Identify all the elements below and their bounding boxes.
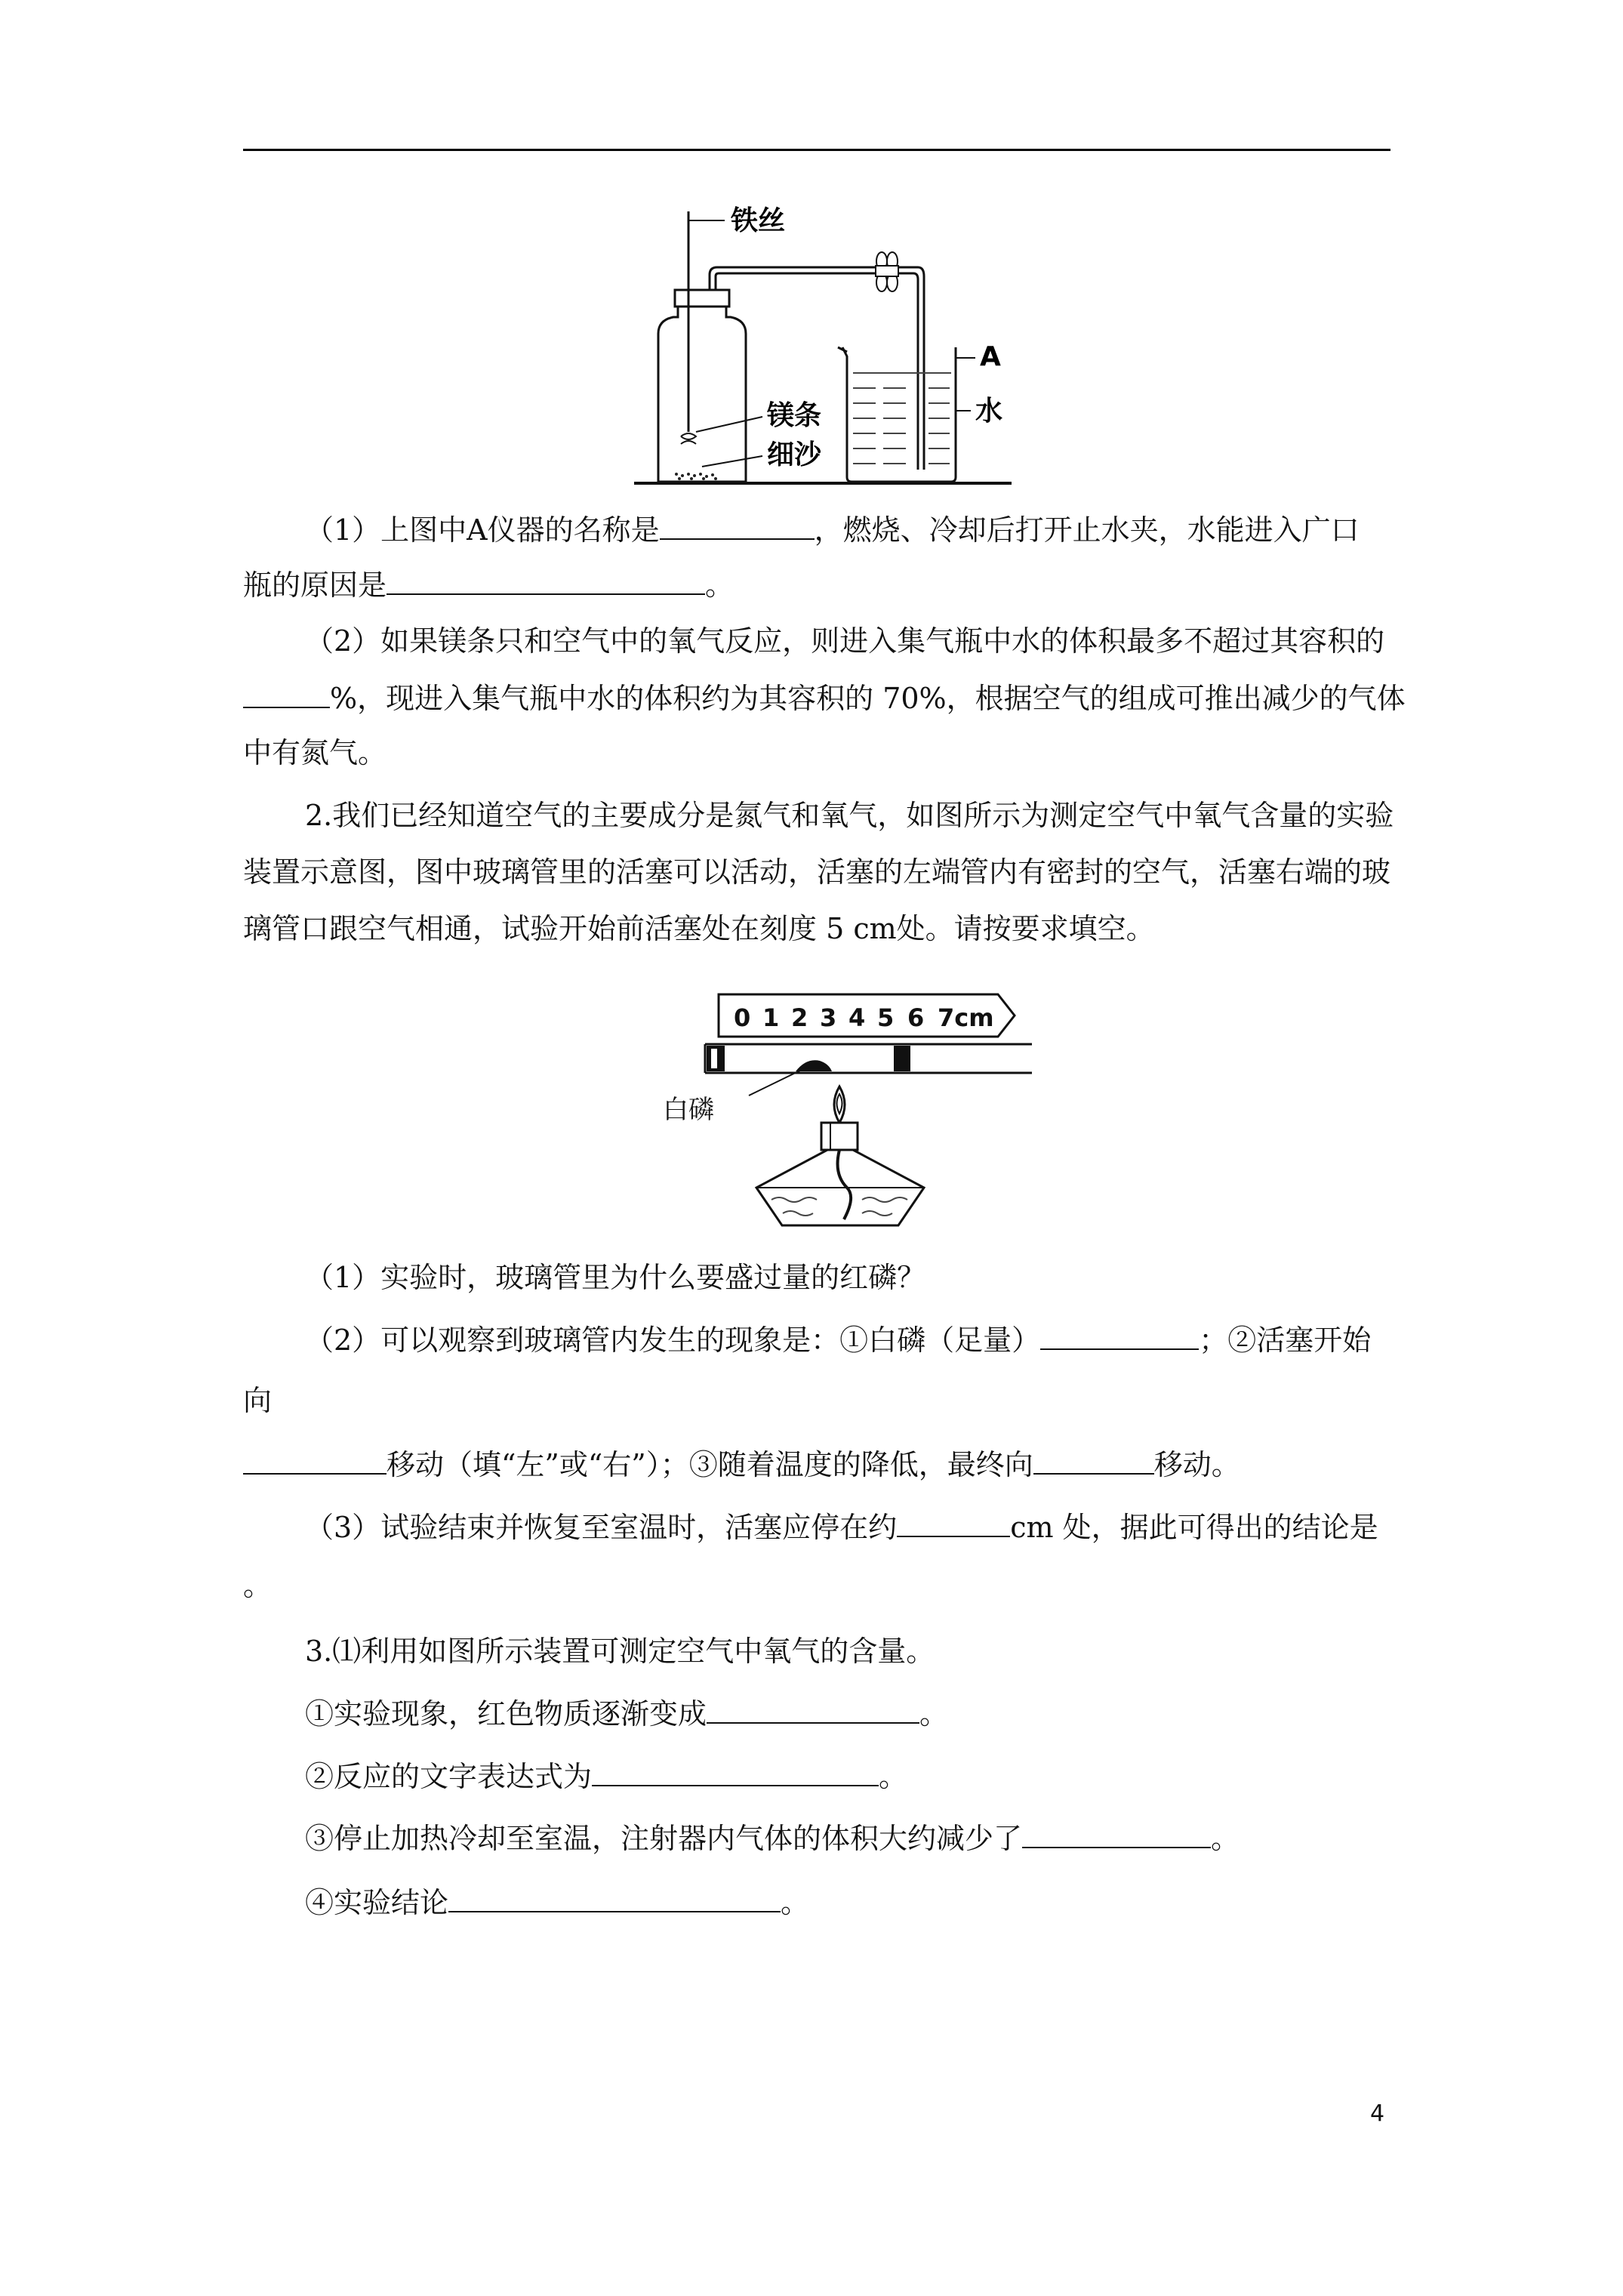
label-sand: 细沙 <box>767 439 822 470</box>
label-iron-wire: 铁丝 <box>731 205 786 236</box>
q2-intro-line3: 璃管口跟空气相通，试验开始前活塞处在刻度 5 cm处。请按要求填空。 <box>243 912 1155 945</box>
q1-part2-line1: （2）如果镁条只和空气中的氧气反应，则进入集气瓶中水的体积最多不超过其容积的 <box>305 624 1385 658</box>
q1-part2-line2: %，现进入集气瓶中水的体积约为其容积的 70%，根据空气的组成可推出减少的气体 <box>243 680 1406 715</box>
ruler-tick-3: 3 <box>820 1003 837 1032</box>
answer-blank[interactable] <box>1033 1446 1154 1475</box>
q1-part1-line1: （1）上图中A仪器的名称是 ，燃烧、冷却后打开止水夹，水能进入广口 <box>305 511 1360 547</box>
answer-blank[interactable] <box>660 511 815 540</box>
label-mg-strip: 镁条 <box>767 400 822 431</box>
label-white-phosphorus: 白磷 <box>663 1095 714 1125</box>
q2-intro-line1: 2.我们已经知道空气的主要成分是氮气和氧气，如图所示为测定空气中氧气含量的实验 <box>305 799 1394 832</box>
answer-blank[interactable] <box>1022 1820 1211 1848</box>
q1-part1-line2: 瓶的原因是 。 <box>243 566 734 602</box>
q2-part2-line2: 向 <box>243 1384 273 1417</box>
q2-intro-line2: 装置示意图，图中玻璃管里的活塞可以活动，活塞的左端管内有密封的空气，活塞右端的玻 <box>243 855 1391 889</box>
ruler-tick-5: 5 <box>877 1003 895 1032</box>
q2-part2-line3: 移动（填“左”或“右”）；③随着温度的降低，最终向 移动。 <box>243 1446 1240 1481</box>
ruler-tick-1: 1 <box>762 1003 780 1032</box>
ruler-tick-4: 4 <box>848 1003 866 1032</box>
q1-part2-line3: 中有氮气。 <box>243 736 387 769</box>
ruler-tick-7: 7cm <box>938 1003 994 1032</box>
q3-step4: ④实验结论 。 <box>305 1884 809 1919</box>
page-number: 4 <box>1370 2100 1385 2127</box>
apparatus-figure-1 <box>627 198 1019 492</box>
q3-step2: ②反应的文字表达式为 。 <box>305 1758 907 1793</box>
apparatus-figure-2 <box>658 985 1036 1238</box>
ruler-tick-2: 2 <box>791 1003 808 1032</box>
answer-blank[interactable] <box>243 680 330 708</box>
label-a: A <box>980 341 1001 372</box>
q2-part1: （1）实验时，玻璃管里为什么要盛过量的红磷？ <box>305 1261 926 1294</box>
label-water: 水 <box>975 396 1003 427</box>
q3-step1: ①实验现象，红色物质逐渐变成 。 <box>305 1695 948 1730</box>
ruler-tick-0: 0 <box>734 1003 751 1032</box>
q2-part2-line1: （2）可以观察到玻璃管内发生的现象是：①白磷（足量） ；②活塞开始 <box>305 1321 1371 1357</box>
answer-blank[interactable] <box>448 1884 781 1912</box>
answer-blank[interactable] <box>243 1446 387 1475</box>
answer-blank[interactable] <box>707 1695 919 1724</box>
header-rule <box>243 149 1390 151</box>
answer-blank[interactable] <box>387 566 705 595</box>
q2-part3-line2: 。 <box>243 1569 273 1602</box>
answer-blank[interactable] <box>897 1509 1010 1537</box>
answer-blank[interactable] <box>592 1758 879 1786</box>
q3-step3: ③停止加热冷却至室温，注射器内气体的体积大约减少了 。 <box>305 1820 1240 1855</box>
ruler-tick-6: 6 <box>907 1003 925 1032</box>
answer-blank[interactable] <box>1040 1321 1199 1350</box>
q3-intro: 3.⑴利用如图所示装置可测定空气中氧气的含量。 <box>305 1635 935 1668</box>
q2-part3-line1: （3）试验结束并恢复至室温时，活塞应停在约 cm 处，据此可得出的结论是 <box>305 1509 1378 1544</box>
